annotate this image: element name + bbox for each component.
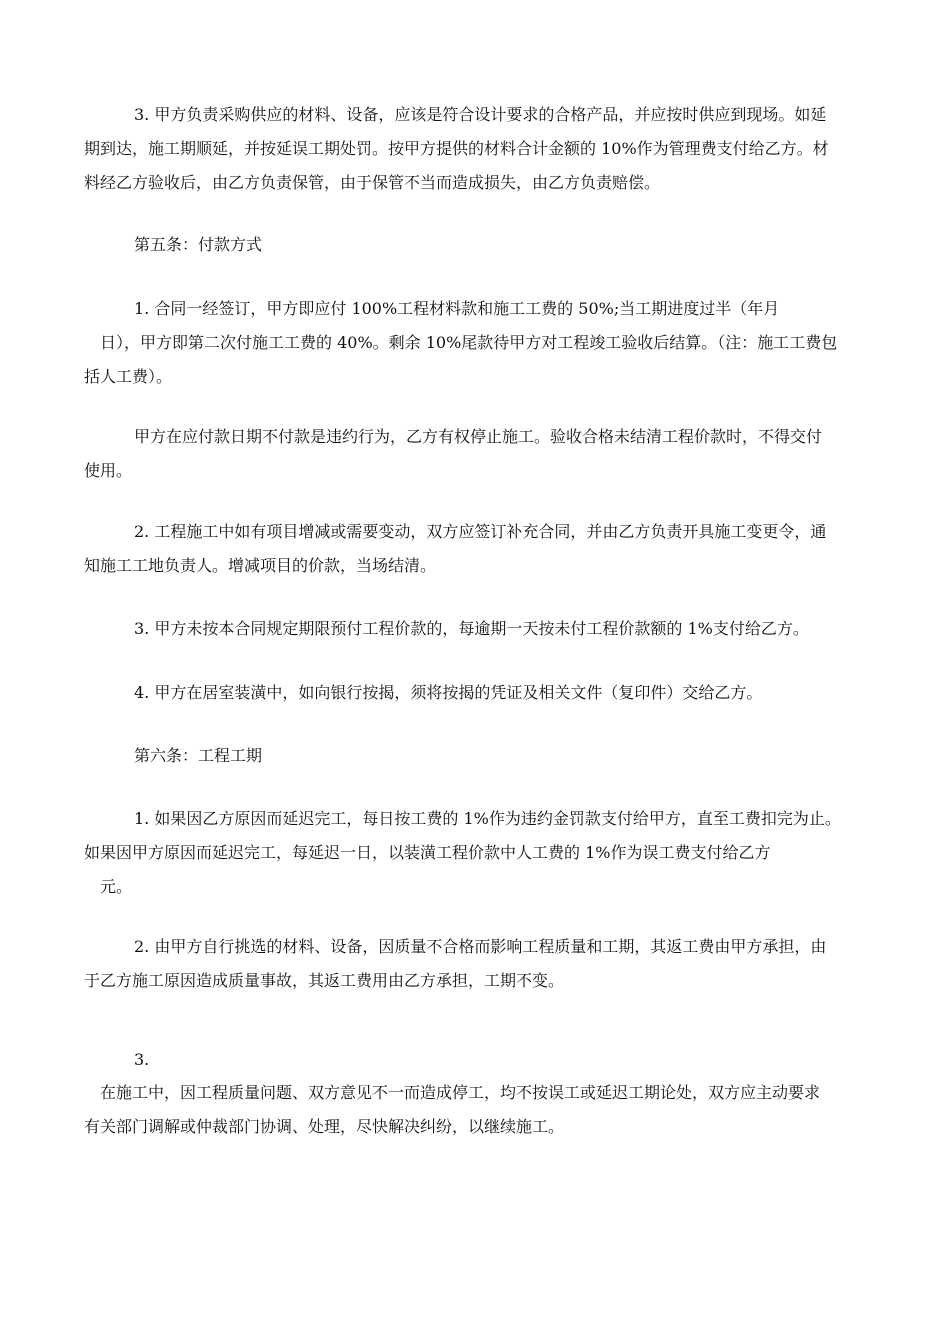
text-line: 于乙方施工原因造成质量事故，其返工费用由乙方承担，工期不变。	[84, 971, 565, 990]
heading-payment-method	[84, 228, 876, 262]
paragraph-schedule-2	[84, 930, 876, 998]
text-line: 3. 甲方未按本合同规定期限预付工程价款的，每逾期一天按未付工程价款额的 1%支付给乙方。	[134, 619, 809, 638]
text-line: 1. 合同一经签订，甲方即应付 100%工程材料款和施工工费的 50%;当工期进度过半（年月	[134, 299, 780, 318]
text-line: 元。	[100, 877, 133, 896]
paragraph-materials	[84, 98, 876, 200]
text-line: 2. 工程施工中如有项目增减或需要变动，双方应签订补充合同，并由乙方负责开具施工变更令，通	[134, 522, 827, 541]
text-line: 在施工中，因工程质量问题、双方意见不一而造成停工，均不按误工或延迟工期论处，双方应主动要求	[100, 1083, 821, 1102]
text-line: 4. 甲方在居室装潢中，如向银行按揭，须将按揭的凭证及相关文件（复印件）交给乙方。	[134, 683, 763, 702]
text-line: 知施工工地负责人。增减项目的价款，当场结清。	[84, 556, 437, 575]
text-line: 1. 如果因乙方原因而延迟完工，每日按工费的 1%作为违约金罚款支付给甲方，直至工费扣完为止。	[134, 809, 841, 828]
paragraph-schedule-3-number	[84, 1043, 876, 1077]
text-line: 日），甲方即第二次付施工工费的 40%。剩余 10%尾款待甲方对工程竣工验收后结算。（注：施工工费包	[100, 333, 838, 352]
section-heading: 第六条：工程工期	[134, 746, 263, 765]
text-line: 有关部门调解或仲裁部门协调、处理，尽快解决纠纷，以继续施工。	[84, 1117, 565, 1136]
paragraph-payment-3	[84, 612, 876, 646]
text-line: 2. 由甲方自行挑选的材料、设备，因质量不合格而影响工程质量和工期，其返工费由甲方承担，由	[134, 937, 827, 956]
paragraph-schedule-1	[84, 802, 876, 904]
paragraph-payment-4	[84, 676, 876, 710]
text-line: 使用。	[84, 461, 133, 480]
list-number: 3.	[134, 1050, 150, 1069]
paragraph-payment-default	[84, 420, 876, 488]
paragraph-payment-1	[84, 292, 876, 394]
text-line: 如果因甲方原因而延迟完工，每延迟一日，以装潢工程价款中人工费的 1%作为误工费支付给乙方	[84, 843, 771, 862]
text-line: 料经乙方验收后，由乙方负责保管，由于保管不当而造成损失，由乙方负责赔偿。	[84, 173, 661, 192]
paragraph-payment-2	[84, 515, 876, 583]
text-line: 3. 甲方负责采购供应的材料、设备，应该是符合设计要求的合格产品，并应按时供应到现场。如延	[134, 105, 827, 124]
text-line: 期到达，施工期顺延，并按延误工期处罚。按甲方提供的材料合计金额的 10%作为管理费支付给乙方。材	[84, 139, 829, 158]
text-line: 甲方在应付款日期不付款是违约行为，乙方有权停止施工。验收合格未结清工程价款时，不得交付	[134, 427, 823, 446]
paragraph-schedule-3	[84, 1076, 876, 1144]
text-line: 括人工费）。	[84, 367, 173, 386]
heading-construction-period	[84, 739, 876, 773]
section-heading: 第五条：付款方式	[134, 235, 263, 254]
